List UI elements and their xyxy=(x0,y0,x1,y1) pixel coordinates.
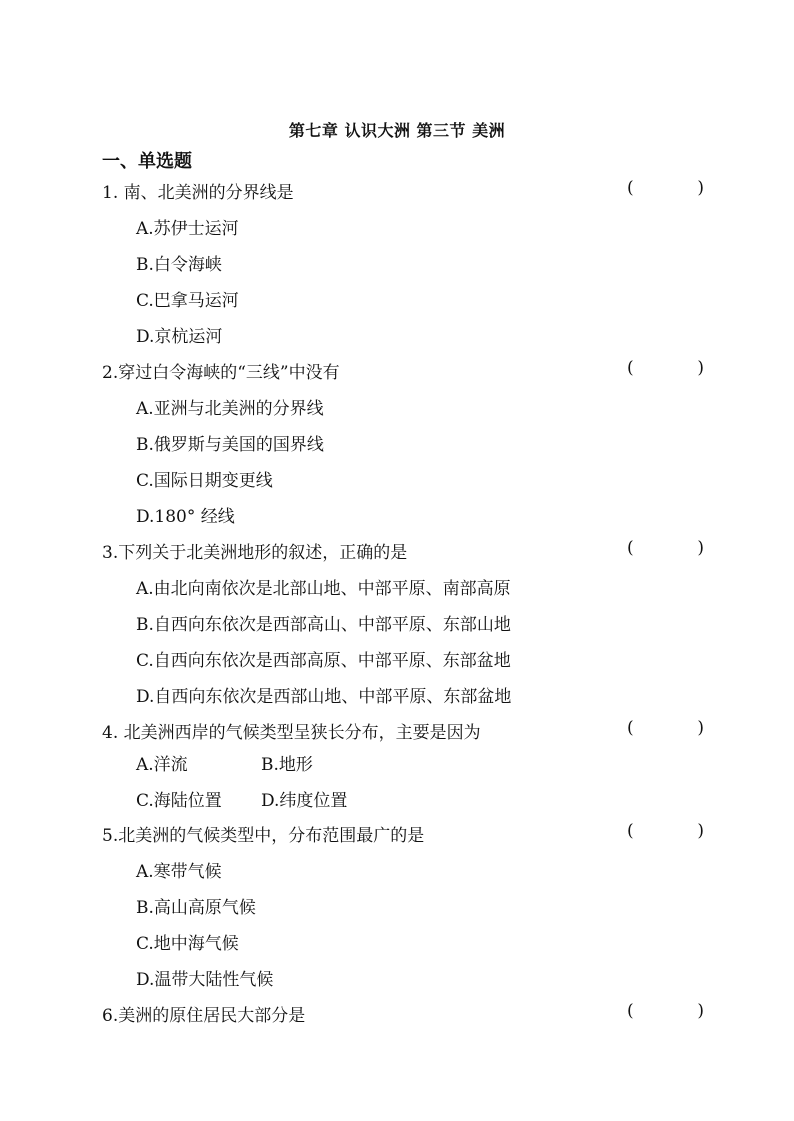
option-c: C.自西向东依次是西部高原、中部平原、东部盆地 xyxy=(136,651,511,671)
option-a: A.亚洲与北美洲的分界线 xyxy=(136,399,324,419)
option-d: D.自西向东依次是西部山地、中部平原、东部盆地 xyxy=(136,687,512,707)
paren-close: ) xyxy=(697,178,704,198)
paren-open: ( xyxy=(627,178,634,198)
paren-open: ( xyxy=(627,538,634,558)
answer-blank xyxy=(627,718,704,738)
option-c: C.巴拿马运河 xyxy=(136,291,239,311)
paren-close: ) xyxy=(697,718,704,738)
option-b: B.高山高原气候 xyxy=(136,898,256,918)
answer-blank xyxy=(627,178,704,198)
option-a: A.寒带气候 xyxy=(136,862,222,882)
question-stem: 6.美洲的原住居民大部分是 xyxy=(102,1006,306,1026)
answer-blank xyxy=(627,1001,704,1021)
option-b: B.俄罗斯与美国的国界线 xyxy=(136,435,324,455)
option-a: A.洋流 xyxy=(136,755,188,775)
paren-close: ) xyxy=(697,538,704,558)
option-d: D.纬度位置 xyxy=(261,791,348,811)
paren-open: ( xyxy=(627,358,634,378)
paren-close: ) xyxy=(697,358,704,378)
option-d: D.京杭运河 xyxy=(136,327,223,347)
answer-blank xyxy=(627,538,704,558)
paren-close: ) xyxy=(697,1001,704,1021)
answer-blank xyxy=(627,358,704,378)
option-a: A.由北向南依次是北部山地、中部平原、南部高原 xyxy=(136,579,511,599)
page-title: 第七章 认识大洲 第三节 美洲 xyxy=(288,121,506,140)
question-stem: 3.下列关于北美洲地形的叙述，正确的是 xyxy=(102,543,408,563)
answer-blank xyxy=(627,821,704,841)
option-d: D.温带大陆性气候 xyxy=(136,970,274,990)
question-stem: 4. 北美洲西岸的气候类型呈狭长分布，主要是因为 xyxy=(102,723,481,743)
option-b: B.自西向东依次是西部高山、中部平原、东部山地 xyxy=(136,615,511,635)
question-stem: 1. 南、北美洲的分界线是 xyxy=(102,183,294,203)
paren-open: ( xyxy=(627,718,634,738)
option-c: C.海陆位置 xyxy=(136,791,222,811)
option-c: C.国际日期变更线 xyxy=(136,471,273,491)
option-d: D.180° 经线 xyxy=(136,507,235,527)
option-b: B.地形 xyxy=(261,755,313,775)
option-c: C.地中海气候 xyxy=(136,934,239,954)
option-a: A.苏伊士运河 xyxy=(136,219,239,239)
option-b: B.白令海峡 xyxy=(136,255,222,275)
paren-open: ( xyxy=(627,1001,634,1021)
paren-close: ) xyxy=(697,821,704,841)
question-stem: 2.穿过白令海峡的“三线”中没有 xyxy=(102,363,340,383)
section-heading: 一、单选题 xyxy=(102,151,192,172)
paren-open: ( xyxy=(627,821,634,841)
question-stem: 5.北美洲的气候类型中，分布范围最广的是 xyxy=(102,826,425,846)
